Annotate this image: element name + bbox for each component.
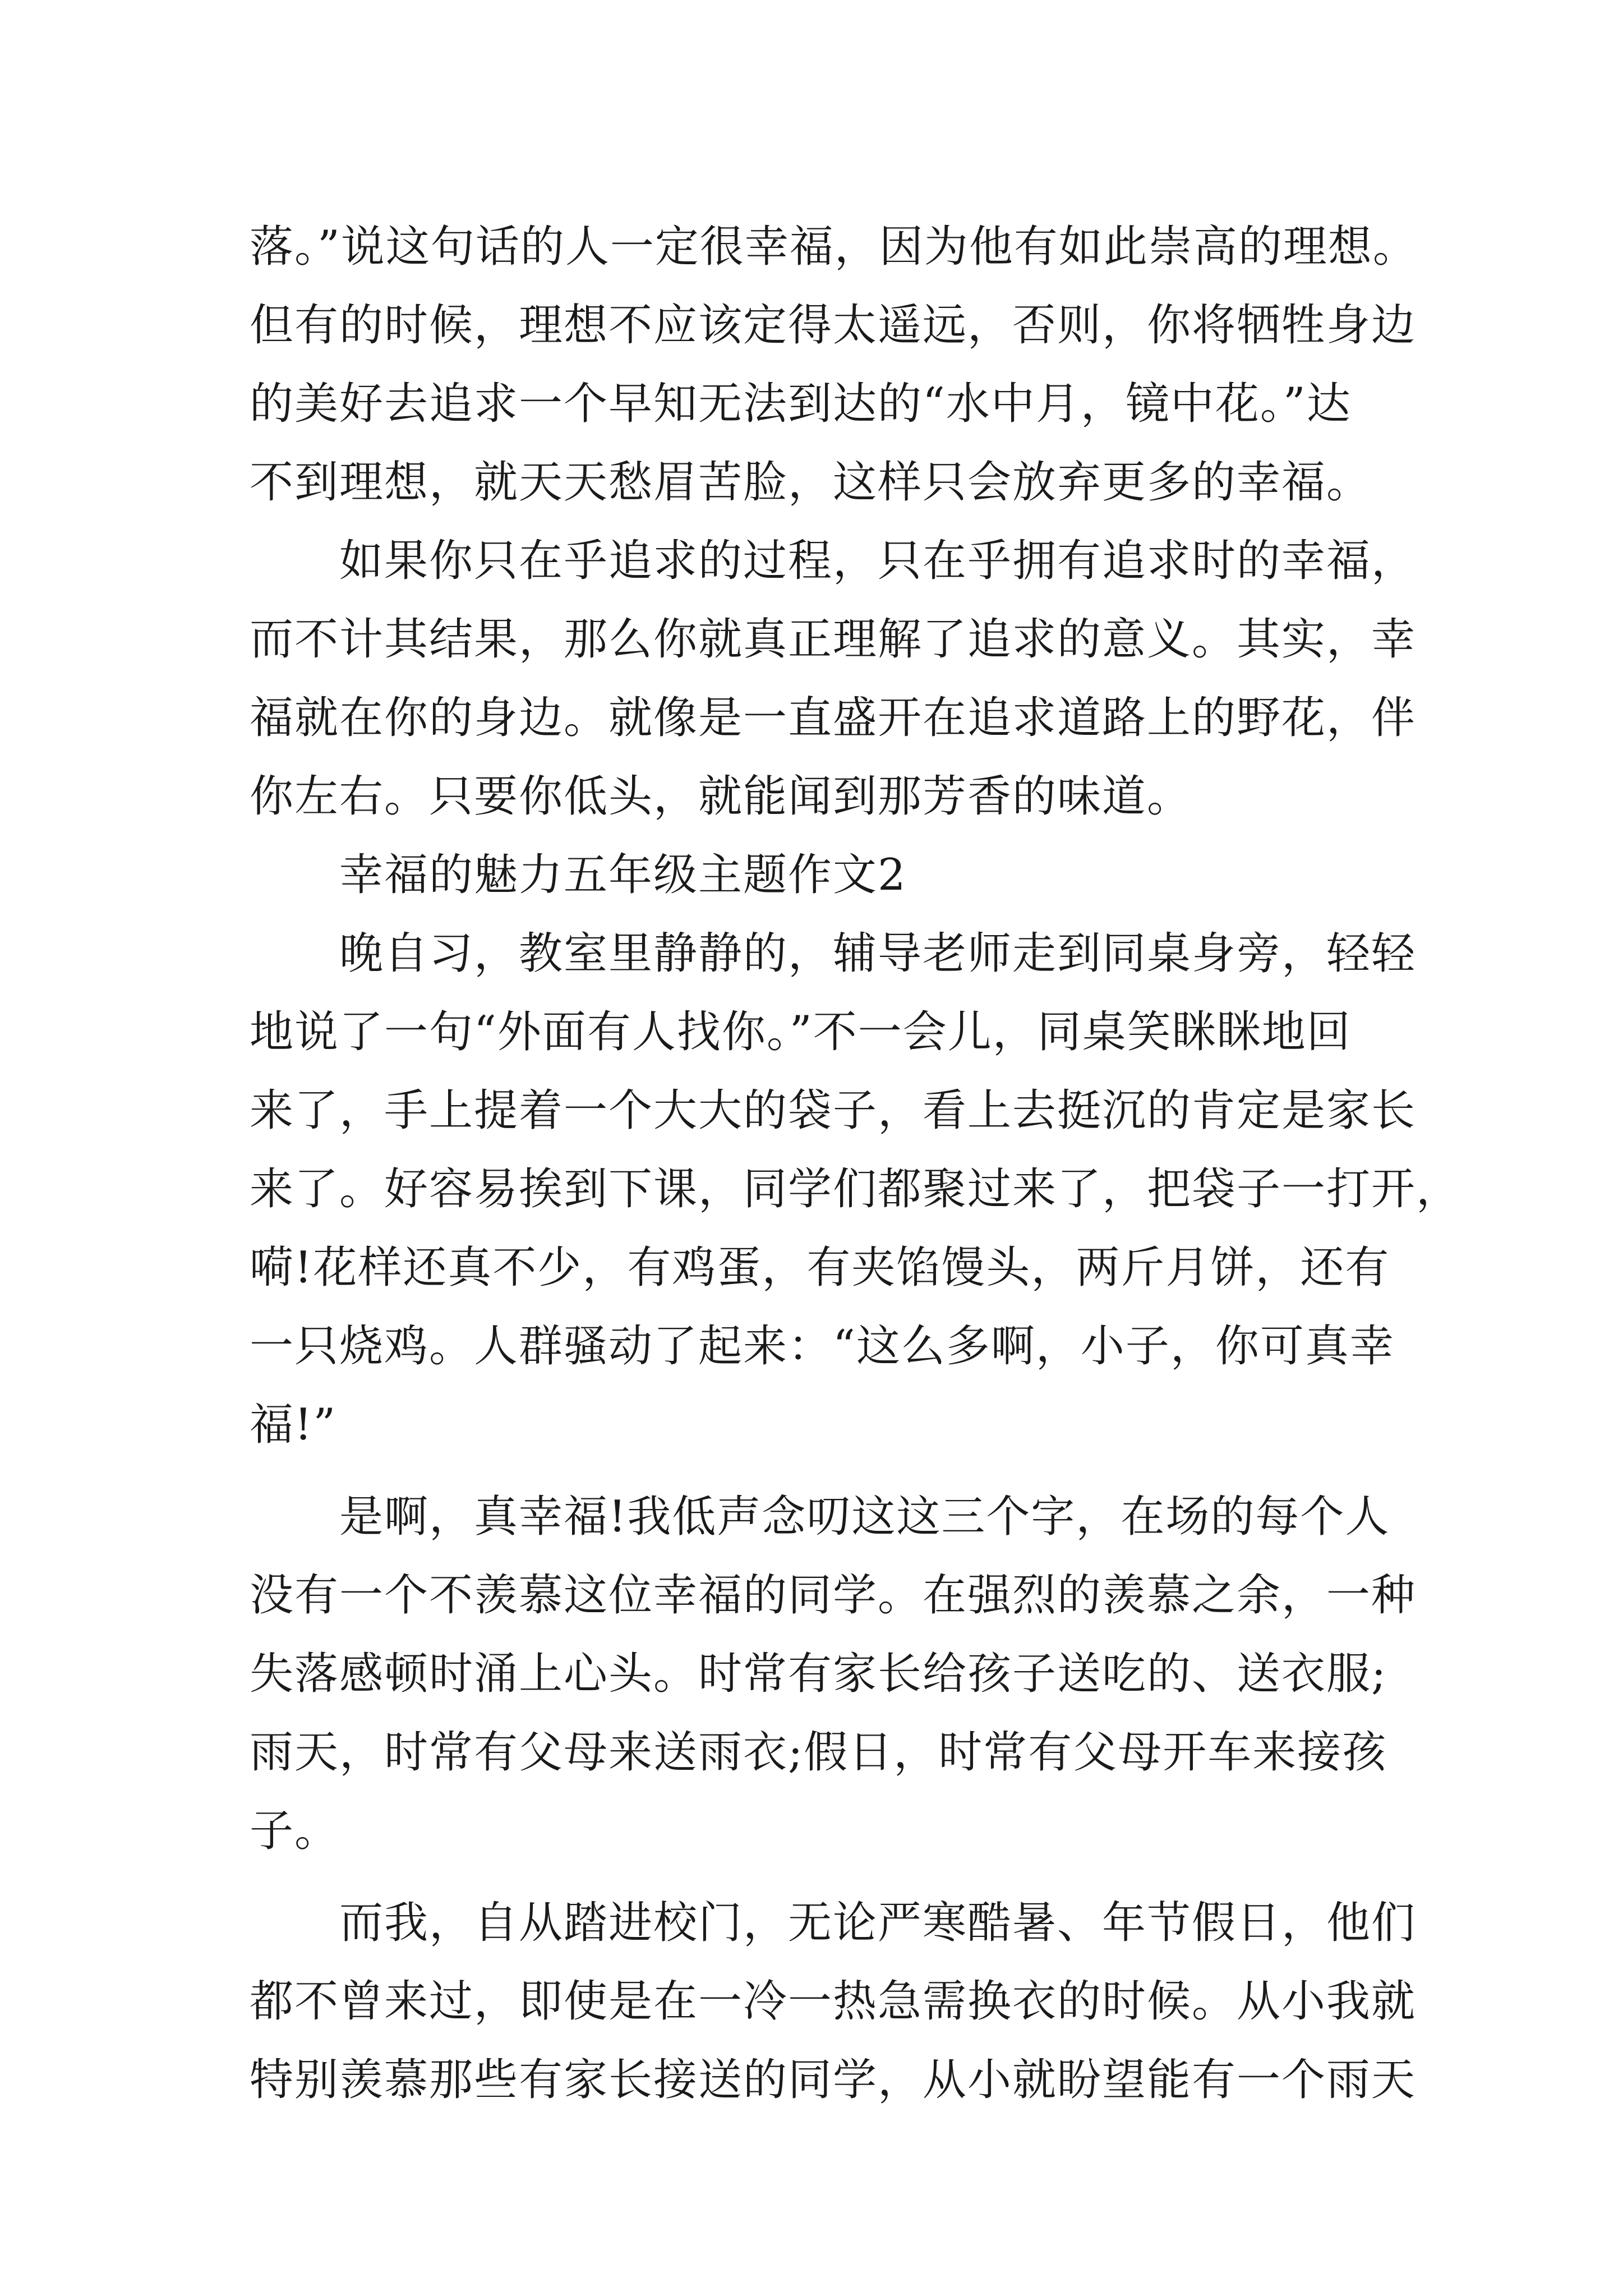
text-line: 福!” — [250, 1400, 337, 1450]
paragraph-start: 如果你只在乎追求的过程，只在乎拥有追求时的幸福， — [339, 536, 1417, 586]
paragraph-gap — [250, 1464, 1394, 1478]
text-line: 不到理想，就天天愁眉苦脸，这样只会放弃更多的幸福。 — [250, 457, 1372, 508]
text-line: 但有的时候，理想不应该定得太遥远，否则，你将牺牲身边 — [250, 300, 1417, 351]
text-line: 子。 — [250, 1806, 340, 1856]
text-line: 而不计其结果，那么你就真正理解了追求的意义。其实，幸 — [250, 614, 1417, 665]
paragraph-start: 晚自习，教室里静静的，辅导老师走到同桌身旁，轻轻 — [339, 928, 1417, 979]
text-line: 来了，手上提着一个大大的袋子，看上去挺沉的肯定是家长 — [250, 1085, 1417, 1136]
text-line: 来了。好容易挨到下课，同学们都聚过来了，把袋子一打开， — [250, 1164, 1461, 1214]
text-line: 的美好去追求一个早知无法到达的“水中月，镜中花。”达 — [250, 379, 1352, 429]
text-line: 雨天，时常有父母来送雨衣;假日，时常有父母开车来接孩 — [250, 1727, 1387, 1778]
paragraph-start: 而我，自从踏进校门，无论严寒酷暑、年节假日，他们 — [339, 1898, 1417, 1948]
text-line: 落。”说这句话的人一定很幸福，因为他有如此崇高的理想。 — [250, 222, 1418, 272]
text-line: 没有一个不羡慕这位幸福的同学。在强烈的羡慕之余，一种 — [250, 1570, 1417, 1621]
paragraph-gap — [250, 1870, 1394, 1884]
section-heading: 幸福的魅力五年级主题作文2 — [339, 850, 907, 900]
essay-body — [250, 208, 1461, 2119]
text-line: 失落感顿时涌上心头。时常有家长给孩子送吃的、送衣服; — [250, 1649, 1387, 1699]
text-line: 都不曾来过，即使是在一冷一热急需换衣的时候。从小我就 — [250, 1976, 1417, 2027]
text-line: 你左右。只要你低头，就能闻到那芳香的味道。 — [250, 771, 1192, 822]
paragraph-start: 是啊，真幸福!我低声念叨这这三个字，在场的每个人 — [339, 1492, 1390, 1542]
text-line: 地说了一句“外面有人找你。”不一会儿，同桌笑眯眯地回 — [250, 1007, 1352, 1057]
text-line: 特别羡慕那些有家长接送的同学，从小就盼望能有一个雨天 — [250, 2055, 1417, 2105]
text-line: 一只烧鸡。人群骚动了起来：“这么多啊，小子，你可真幸 — [250, 1321, 1395, 1372]
text-line: 嗬!花样还真不少，有鸡蛋，有夹馅馒头，两斤月饼，还有 — [250, 1243, 1390, 1293]
text-line: 福就在你的身边。就像是一直盛开在追求道路上的野花，伴 — [250, 693, 1417, 743]
